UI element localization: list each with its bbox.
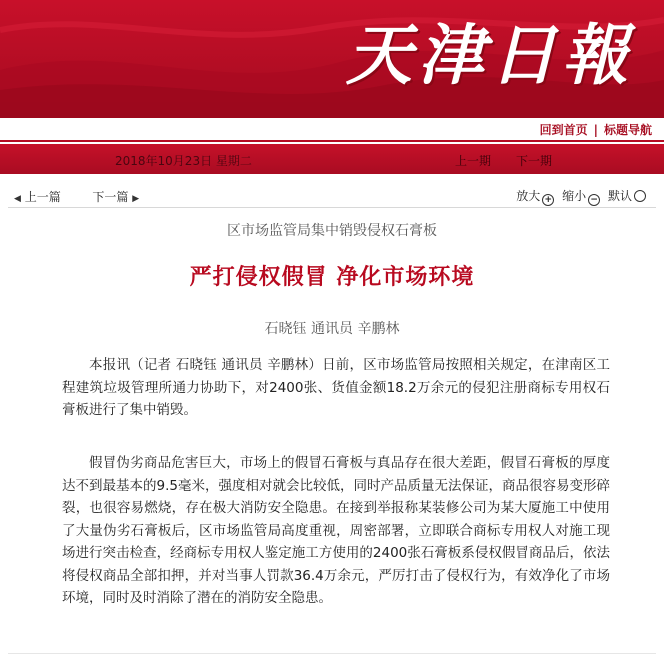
next-issue-link[interactable]: 下一期 — [516, 154, 553, 168]
zoom-in-label: 放大 — [516, 189, 541, 203]
home-link[interactable]: 回到首页 — [539, 123, 588, 137]
font-size-controls — [516, 187, 650, 206]
nav-separator: | — [593, 123, 598, 137]
date-bar — [0, 144, 664, 174]
newspaper-logo[interactable]: 天津日報 — [346, 16, 634, 94]
circle-icon — [634, 190, 646, 202]
top-nav — [0, 118, 664, 142]
article-paragraph: 本报讯（记者 石晓钰 通讯员 辛鹏林）日前，区市场监管局按照相关规定，在津南区工程建筑垃圾管理所通力协助下，对2400张、货值金额18.2万余元的侵犯注册商标专用权石膏板进行了集中销毁。 — [62, 357, 610, 418]
layout-nav-link[interactable]: 标题导航 — [603, 123, 652, 137]
minus-icon: − — [588, 194, 600, 206]
zoom-out-button[interactable] — [562, 189, 604, 203]
article-byline: 石晓钰 通讯员 辛鹏林 — [264, 321, 400, 337]
article-pager — [14, 188, 139, 205]
default-size-button[interactable] — [608, 189, 650, 203]
prev-issue-link[interactable]: 上一期 — [455, 154, 492, 168]
next-arrow-icon: ▶ — [132, 194, 140, 204]
article-toolbar — [8, 182, 656, 208]
issue-date: 2018年10月23日 星期二 — [115, 154, 252, 168]
article-paragraph: 假冒伪劣商品危害巨大，市场上的假冒石膏板与真品存在很大差距，假冒石膏板的厚度达不到最基本的9.5毫米，强度相对就会比较低，同时产品质量无法保证，商品很容易变形碎裂，也很容易燃烧，存在极大消防安全隐患。在接到举报称某装修公司为某大厦施工中使用了大量伪劣石膏板后，区市场监管局高度重视，周密部署，立即联合商标专用权人对施工现场进行突击检查，经商标专用权人鉴定施工方使用的2400张石膏板系侵权假冒商品后，依法将侵权商品全部扣押，并对当事人罚款36.4万余元，严厉打击了侵权行为，有效净化了市场环境，同时及时消除了潜在的消防安全隐患。 — [62, 455, 610, 606]
article-headline: 严打侵权假冒 净化市场环境 — [189, 265, 475, 290]
prev-article-link[interactable]: 上一篇 — [24, 190, 61, 204]
next-article-link[interactable]: 下一篇 — [92, 190, 129, 204]
masthead-banner — [0, 0, 664, 118]
top-nav-links — [540, 122, 652, 138]
prev-arrow-icon: ◀ — [14, 194, 21, 204]
article-body — [0, 208, 664, 654]
zoom-out-label: 缩小 — [562, 189, 587, 203]
default-size-label: 默认 — [607, 189, 632, 203]
plus-icon: + — [542, 194, 554, 206]
article-kicker: 区市场监管局集中销毁侵权石膏板 — [227, 223, 437, 239]
zoom-in-button[interactable] — [516, 189, 558, 203]
